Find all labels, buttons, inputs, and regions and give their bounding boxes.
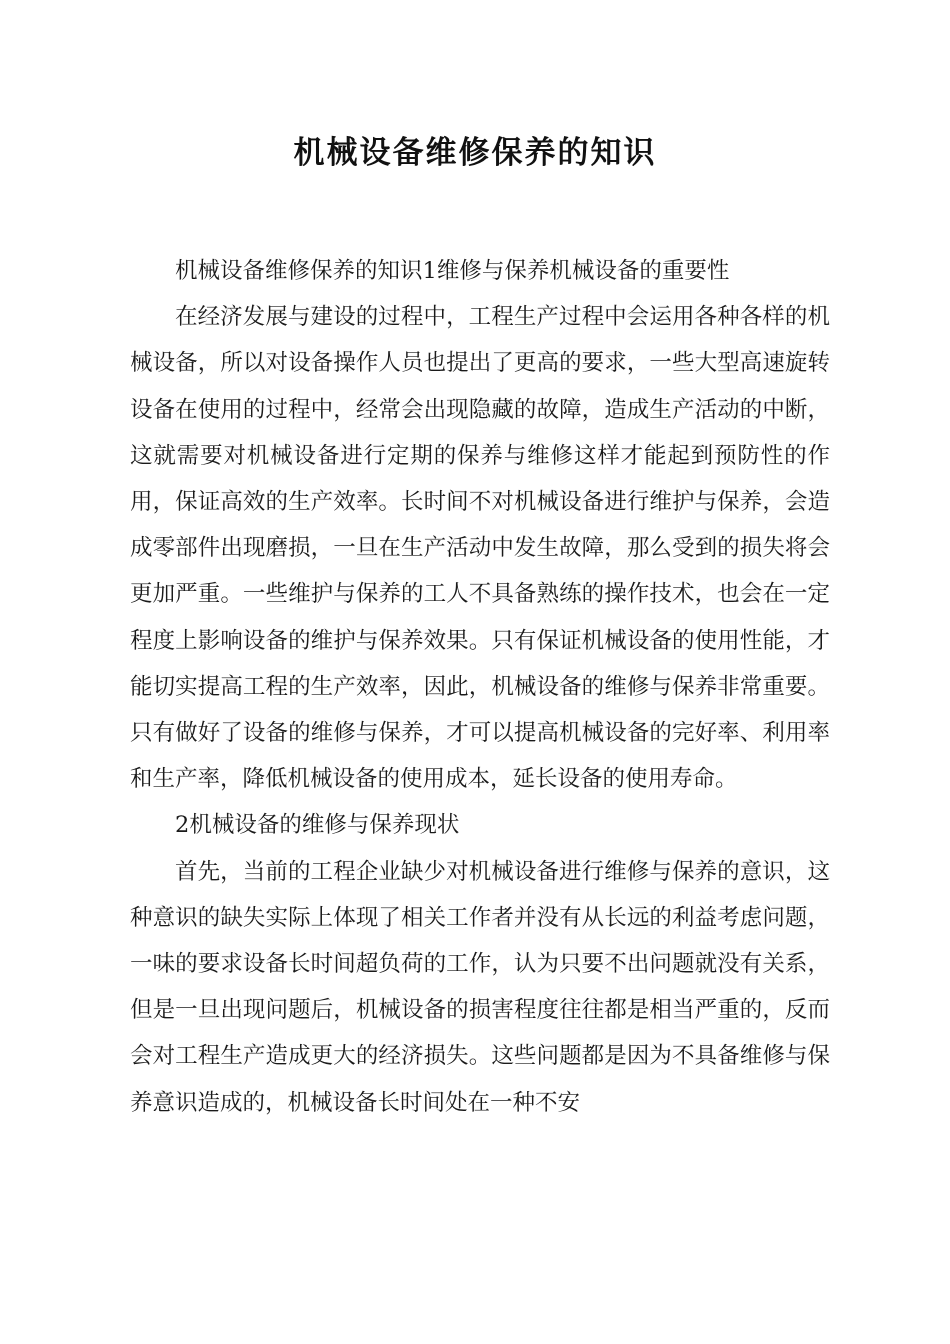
document-title: 机械设备维修保养的知识 (293, 135, 657, 171)
paragraph-current-status: 首先，当前的工程企业缺少对机械设备进行维修与保养的意识，这种意识的缺失实际上体现了相关工作者并没有从长远的利益考虑问题，一味的要求设备长时间超负荷的工作，认为只要不出问题就没有关系，但是一旦出现问题后，机械设备的损害程度往往都是相当严重的，反而会对工程生产造成更大的经济损失。这些问题都是因为不具备维修与保养意识造成的，机械设备长时间处在一种不安 (130, 858, 830, 1116)
paragraph-section-1-heading: 机械设备维修保养的知识1维修与保养机械设备的重要性 (175, 258, 730, 284)
paragraph-section-2-heading: 2机械设备的维修与保养现状 (175, 812, 460, 839)
paragraph-importance: 在经济发展与建设的过程中，工程生产过程中会运用各种各样的机械设备，所以对设备操作人员也提出了更高的要求，一些大型高速旋转设备在使用的过程中，经常会出现隐藏的故障，造成生产活动的中断，这就需要对机械设备进行定期的保养与维修这样才能起到预防性的作用，保证高效的生产效率。长时间不对机械设备进行维护与保养，会造成零部件出现磨损，一旦在生产活动中发生故障，那么受到的损失将会更加严重。一些维护与保养的工人不具备熟练的操作技术，也会在一定程度上影响设备的维护与保养效果。只有保证机械设备的使用性能，才能切实提高工程的生产效率，因此，机械设备的维修与保养非常重要。只有做好了设备的维修与保养，才可以提高机械设备的完好率、利用率和生产率，降低机械设备的使用成本，延长设备的使用寿命。 (130, 304, 830, 793)
document-body (130, 248, 830, 1126)
